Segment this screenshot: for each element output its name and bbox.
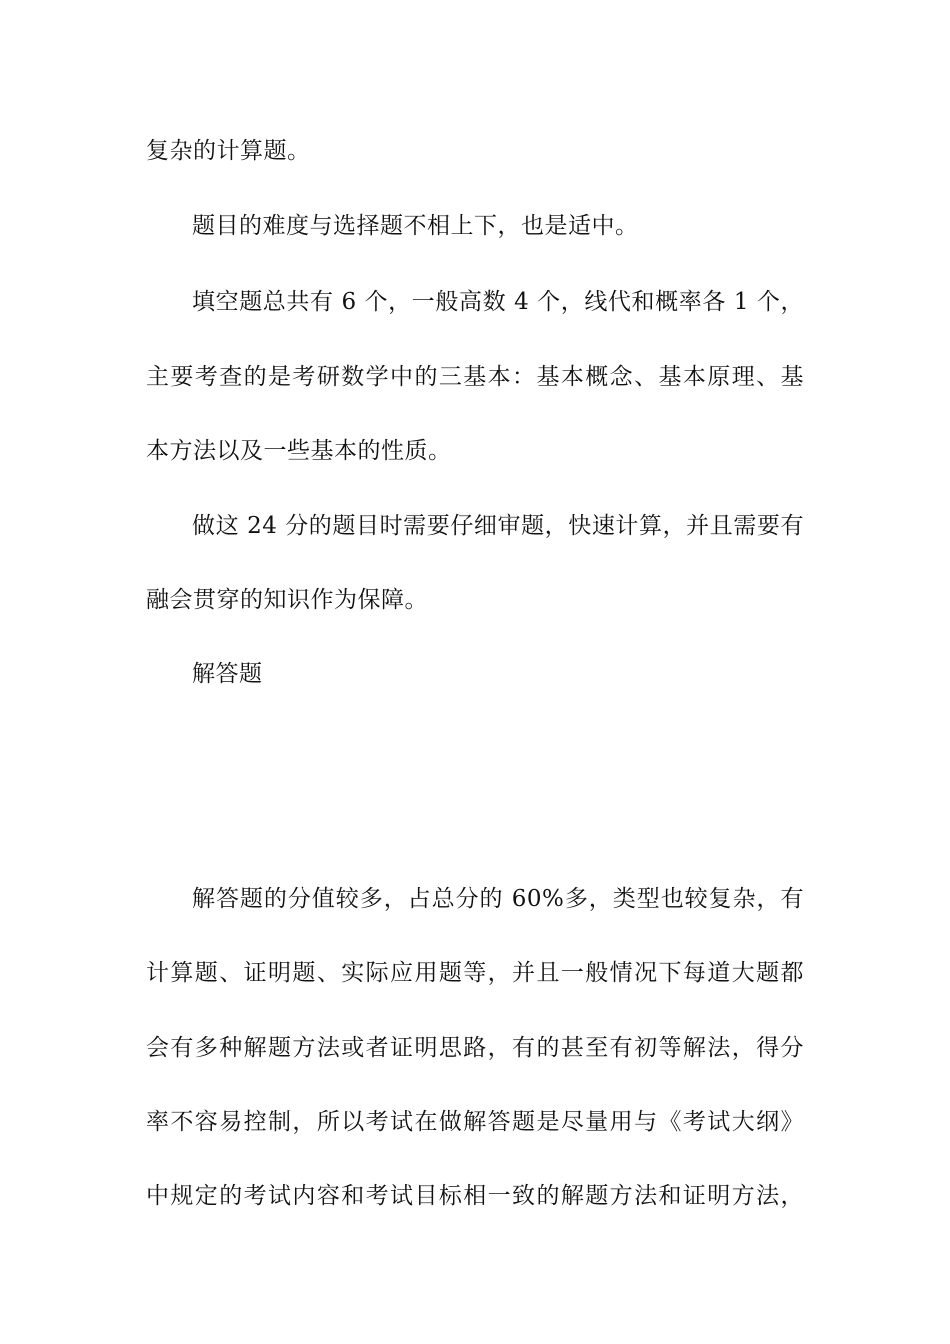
section-heading: 解答题: [192, 661, 263, 687]
text-line: 做这 24 分的题目时需要仔细审题，快速计算，并且需要有: [192, 513, 804, 539]
text-line: 填空题总共有 6 个，一般高数 4 个，线代和概率各 1 个，: [192, 289, 804, 315]
text-line: 本方法以及一些基本的性质。: [146, 438, 452, 464]
text-line: 会有多种解题方法或者证明思路，有的甚至有初等解法，得分: [146, 1035, 804, 1061]
text-line: 复杂的计算题。: [146, 138, 311, 164]
text-line: 率不容易控制，所以考试在做解答题是尽量用与《考试大纲》: [146, 1109, 804, 1135]
text-line: 融会贯穿的知识作为保障。: [146, 587, 428, 613]
text-line: 题目的难度与选择题不相上下，也是适中。: [192, 213, 639, 239]
text-line: 主要考查的是考研数学中的三基本：基本概念、基本原理、基: [146, 364, 804, 390]
text-line: 解答题的分值较多，占总分的 60%多，类型也较复杂，有: [192, 886, 804, 912]
text-line: 计算题、证明题、实际应用题等，并且一般情况下每道大题都: [146, 960, 804, 986]
text-line: 中规定的考试内容和考试目标相一致的解题方法和证明方法，: [146, 1183, 804, 1209]
